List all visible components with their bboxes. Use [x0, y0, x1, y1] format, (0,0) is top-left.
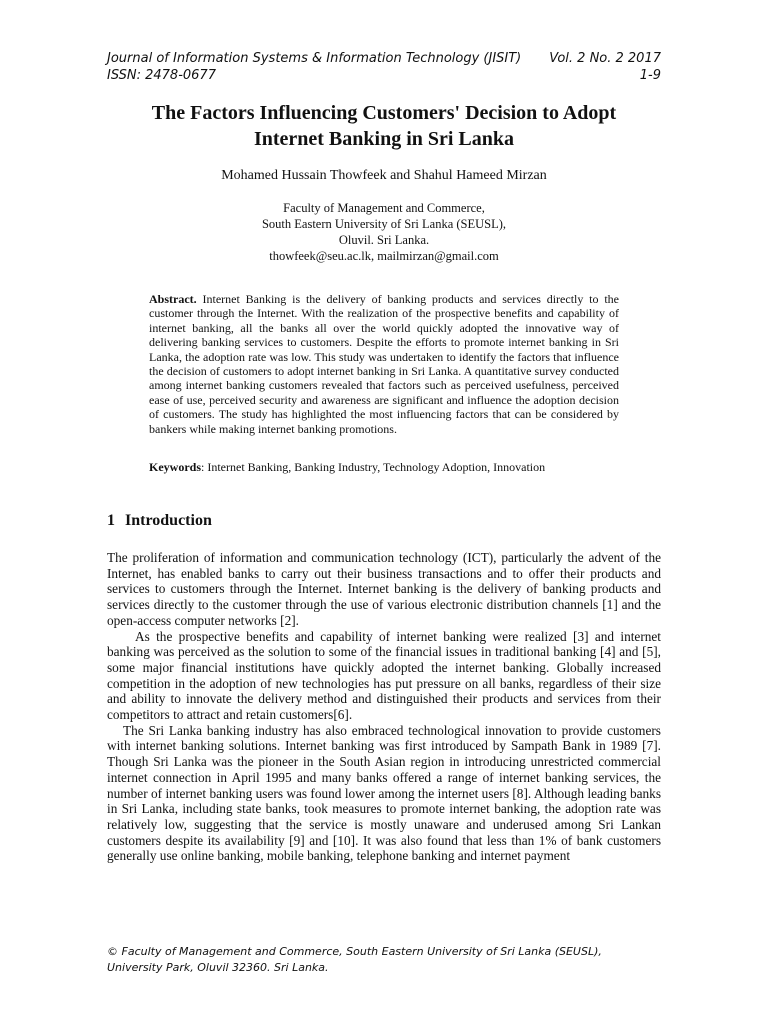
affiliation	[60, 200, 708, 264]
footer-line-2: University Park, Oluvil 32360. Sri Lanka.	[107, 961, 329, 974]
footer-line-1: © Faculty of Management and Commerce, South Eastern University of Sri Lanka (SEUSL),	[107, 945, 602, 958]
affiliation-location: Oluvil. Sri Lanka.	[338, 233, 430, 247]
journal-name: Journal of Information Systems & Information Technology (JISIT)	[107, 51, 522, 66]
paper-title	[60, 100, 708, 152]
keywords-label: Keywords	[149, 460, 201, 474]
body-text	[107, 550, 661, 864]
paragraph: As the prospective benefits and capability of internet banking were realized [3] and internet banking was perceived as the solution to some of the financial issues in traditional banking [4] and [5], some major financial institutions have quickly adopted the internet banking. Globally increased competition in the adoption of new technologies has put pressure on all banks, regardless of their size and ability to innovate the delivery method and distinguished their products and services from their competitors to attract and retain customers[6].	[107, 628, 661, 723]
section-title: Introduction	[125, 512, 212, 529]
keywords	[149, 460, 619, 475]
authors: Mohamed Hussain Thowfeek and Shahul Hameed Mirzan	[221, 168, 547, 183]
journal-header	[107, 50, 661, 84]
affiliation-university: South Eastern University of Sri Lanka (SEUSL),	[261, 217, 507, 231]
author-emails: thowfeek@seu.ac.lk, mailmirzan@gmail.com	[269, 249, 499, 263]
affiliation-faculty: Faculty of Management and Commerce,	[283, 201, 485, 215]
paragraph: The proliferation of information and communication technology (ICT), particularly the advent of the Internet, has enabled banks to carry out their business transactions and to offer their products and services to customers through the Internet. Internet banking is the delivery of banking products and services directly to the customer through the use of various electronic distribution channels [1] and the open-access computer networks [2].	[107, 550, 661, 628]
abstract	[149, 292, 619, 436]
abstract-text: Internet Banking is the delivery of banking products and services directly to the customer through the Internet. With the realization of the prospective benefits and capability of internet banking, all the banks all over the world quickly adopted the innovative way of delivering banking services to customers. Despite the efforts to promote internet banking in Sri Lanka, the adoption rate was low. This study was undertaken to identify the factors that influence the decision of customers to adopt internet banking in Sri Lanka. A quantitative survey conducted among internet banking customers revealed that factors such as perceived usefulness, perceived ease of use, perceived security and awareness are significant and influence the adoption decision of customers. The study has highlighted the most influencing factors that can be considered by bankers while making internet banking promotions.	[149, 292, 620, 436]
journal-volume: Vol. 2 No. 2 2017	[549, 51, 661, 66]
section-heading	[107, 512, 212, 530]
section-number: 1	[107, 512, 115, 529]
title-line-2: Internet Banking in Sri Lanka	[253, 128, 515, 150]
keywords-text: : Internet Banking, Banking Industry, Technology Adoption, Innovation	[201, 460, 546, 474]
journal-issn: ISSN: 2478-0677	[107, 68, 216, 83]
abstract-label: Abstract.	[149, 292, 197, 306]
page-range: 1-9	[639, 68, 661, 83]
title-line-1: The Factors Influencing Customers' Decision to Adopt	[151, 102, 617, 124]
page-footer	[107, 944, 661, 976]
paragraph: The Sri Lanka banking industry has also embraced technological innovation to provide customers with internet banking solutions. Internet banking was first introduced by Sampath Bank in 1989 [7]. Though Sri Lanka was the pioneer in the South Asian region in introducing unrestricted commercial internet connection in April 1995 and many banks offered a range of internet banking services, the number of internet banking users was found lower among the internet users [8]. Although leading banks in Sri Lanka, including state banks, took measures to promote internet banking, the adoption rate was relatively low, suggesting that the service is mostly unaware and underused among Sri Lankan customers despite its availability [9] and [10]. It was also found that less than 1% of bank customers generally use online banking, mobile banking, telephone banking and internet payment	[107, 722, 661, 864]
